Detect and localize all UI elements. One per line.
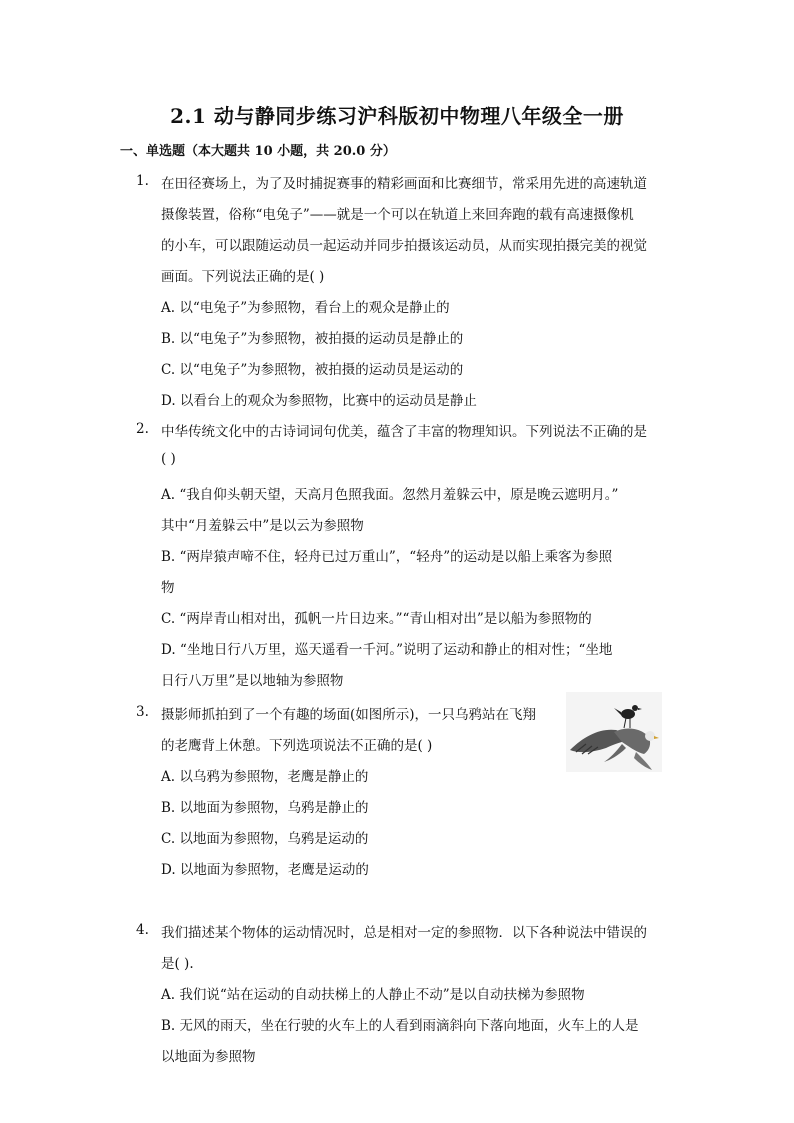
question-text: 的老鹰背上休憩。下列选项说法不正确的是( ) [161, 738, 433, 754]
option-a: A. 以“电兔子”为参照物，看台上的观众是静止的 [161, 300, 450, 316]
option-b: B. 以地面为参照物，乌鸦是静止的 [161, 800, 369, 816]
page-title: 2.1 动与静同步练习沪科版初中物理八年级全一册 [170, 104, 624, 128]
question-number: 1. [136, 173, 149, 189]
option-b: B. 以“电兔子”为参照物，被拍摄的运动员是静止的 [161, 331, 464, 347]
question-text: 中华传统文化中的古诗词词句优美，蕴含了丰富的物理知识。下列说法不正确的是 [161, 424, 647, 440]
option-b: B. “两岸猿声啼不住，轻舟已过万重山”，“轻舟”的运动是以船上乘客为参照 [161, 549, 613, 565]
option-a: A. 以乌鸦为参照物，老鹰是静止的 [161, 769, 369, 785]
option-d-continued: 日行八万里”是以地轴为参照物 [161, 673, 344, 689]
option-b-continued: 以地面为参照物 [161, 1049, 256, 1065]
option-b-continued: 物 [161, 580, 175, 596]
question-text: 的小车，可以跟随运动员一起运动并同步拍摄该运动员，从而实现拍摄完美的视觉 [161, 238, 647, 254]
question-text: 我们描述某个物体的运动情况时，总是相对一定的参照物．以下各种说法中错误的 [161, 925, 647, 941]
question-number: 3. [136, 704, 149, 720]
question-number: 2. [136, 421, 149, 437]
question-text: 摄像装置，俗称“电兔子”——就是一个可以在轨道上来回奔跑的载有高速摄像机 [161, 207, 634, 223]
option-a: A. “我自仰头朝天望，天高月色照我面。忽然月羞躲云中，原是晚云遮明月。” [161, 487, 619, 503]
option-b: B. 无风的雨天，坐在行驶的火车上的人看到雨滴斜向下落向地面，火车上的人是 [161, 1018, 639, 1034]
option-d: D. “坐地日行八万里，巡天遥看一千河。”说明了运动和静止的相对性；“坐地 [161, 642, 613, 658]
question-text: 画面。下列说法正确的是( ) [161, 269, 325, 285]
option-c: C. 以“电兔子”为参照物，被拍摄的运动员是运动的 [161, 362, 464, 378]
eagle-crow-figure [566, 692, 662, 772]
option-a: A. 我们说“站在运动的自动扶梯上的人静止不动”是以自动扶梯为参照物 [161, 987, 585, 1003]
question-text: 摄影师抓拍到了一个有趣的场面(如图所示)，一只乌鸦站在飞翔 [161, 707, 537, 723]
option-c: C. 以地面为参照物，乌鸦是运动的 [161, 831, 369, 847]
question-text: 是( ). [161, 956, 194, 972]
question-text: ( ) [161, 451, 176, 467]
option-a-continued: 其中“月羞躲云中”是以云为参照物 [161, 518, 364, 534]
question-number: 4. [136, 922, 149, 938]
option-d: D. 以看台上的观众为参照物，比赛中的运动员是静止 [161, 393, 477, 409]
option-c: C. “两岸青山相对出，孤帆一片日边来。”“青山相对出”是以船为参照物的 [161, 611, 592, 627]
question-text: 在田径赛场上，为了及时捕捉赛事的精彩画面和比赛细节，常采用先进的高速轨道 [161, 176, 647, 192]
option-d: D. 以地面为参照物，老鹰是运动的 [161, 862, 369, 878]
section-heading: 一、单选题（本大题共 10 小题，共 20.0 分） [120, 144, 396, 159]
